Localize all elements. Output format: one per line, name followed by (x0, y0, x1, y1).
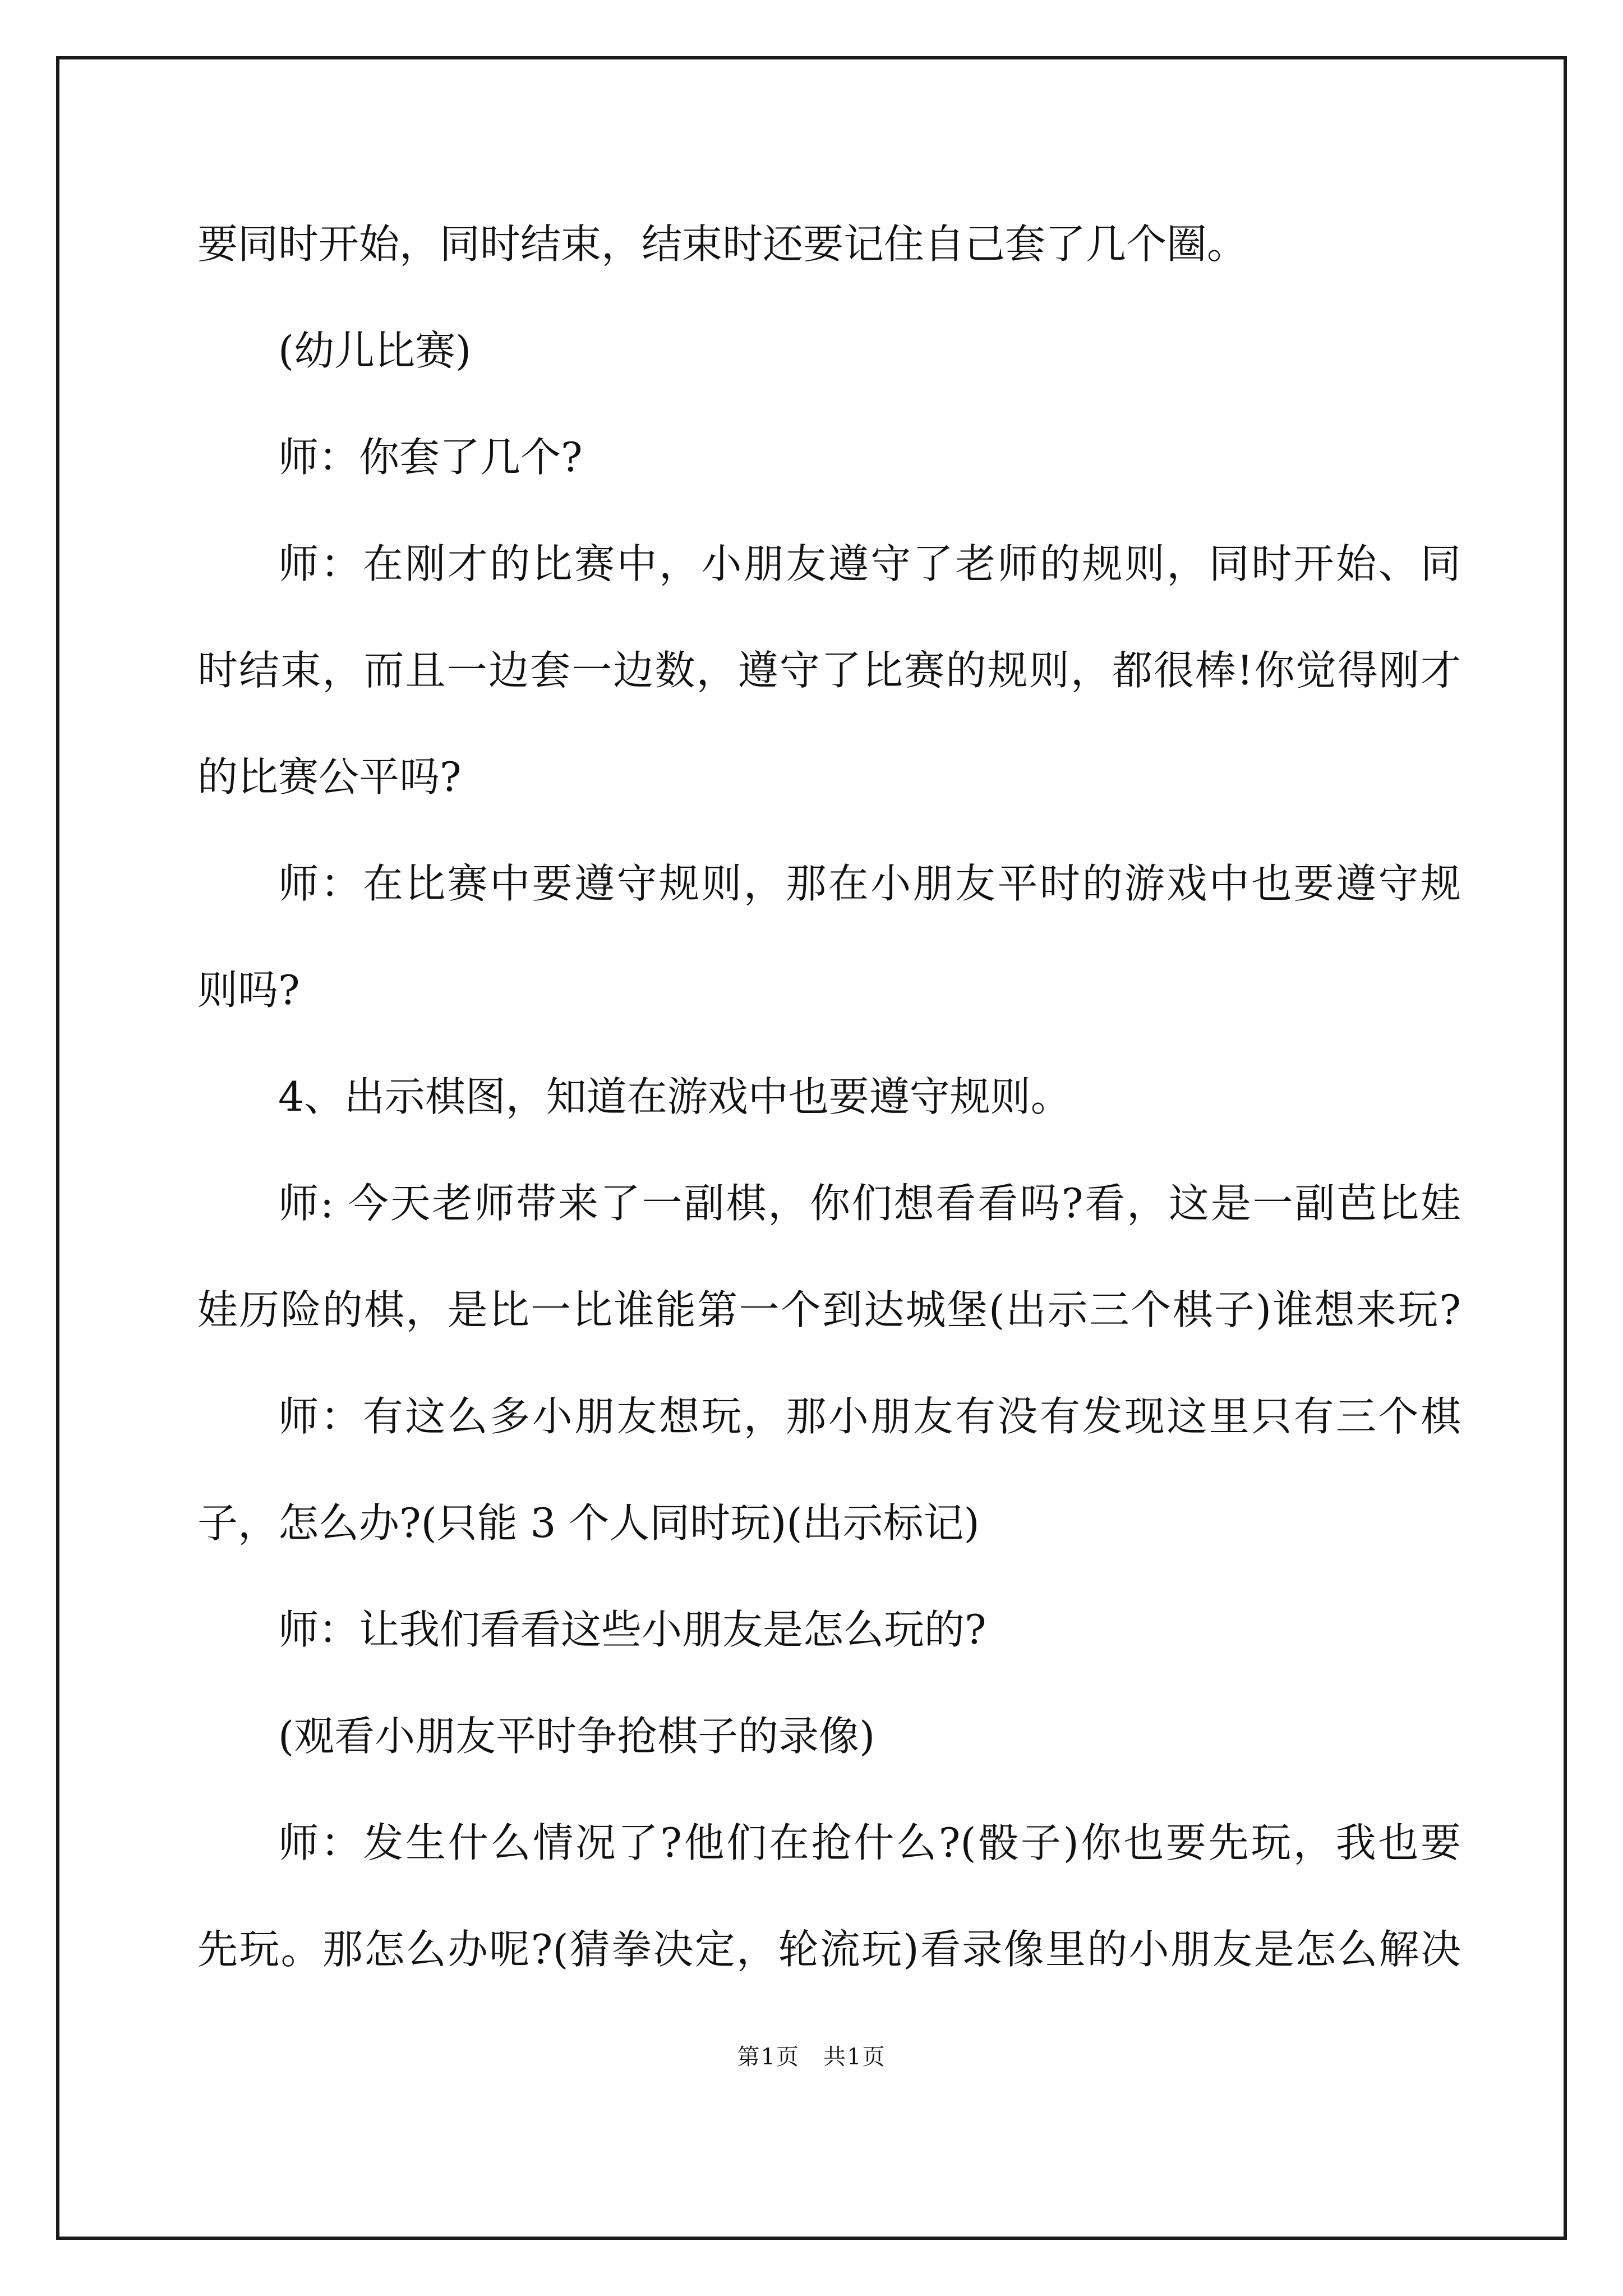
page-footer: 第1页 共1页 (737, 2044, 886, 2070)
text-line: (观看小朋友平时争抢棋子的录像) (278, 1713, 875, 1760)
text-line: 的比赛公平吗? (197, 753, 462, 800)
text-line: 娃历险的棋，是比一比谁能第一个到达城堡(出示三个棋子)谁想来玩? (197, 1286, 1461, 1333)
text-line: 师：有这么多小朋友想玩，那小朋友有没有发现这里只有三个棋 (278, 1393, 1461, 1440)
text-line: (幼儿比赛) (278, 327, 472, 374)
text-line: 师：让我们看看这些小朋友是怎么玩的? (278, 1606, 986, 1653)
text-line: 师：在刚才的比赛中，小朋友遵守了老师的规则，同时开始、同 (278, 540, 1461, 587)
text-line: 则吗? (197, 967, 300, 1014)
text-line: 4、出示棋图，知道在游戏中也要遵守规则。 (278, 1073, 1071, 1120)
text-line: 时结束，而且一边套一边数，遵守了比赛的规则，都很棒!你觉得刚才 (197, 647, 1461, 694)
document-body (197, 191, 1461, 2003)
text-line: 先玩。那怎么办呢?(猜拳决定，轮流玩)看录像里的小朋友是怎么解决 (197, 1926, 1461, 1973)
text-line: 要同时开始，同时结束，结束时还要记住自己套了几个圈。 (197, 220, 1248, 268)
text-line: 子，怎么办?(只能 3 个人同时玩)(出示标记) (197, 1499, 980, 1547)
text-line: 师: 今天老师带来了一副棋，你们想看看吗?看，这是一副芭比娃 (278, 1180, 1461, 1227)
text-line: 师：你套了几个? (278, 434, 583, 481)
text-line: 师：发生什么情况了?他们在抢什么?(骰子)你也要先玩，我也要 (278, 1819, 1461, 1866)
text-line: 师：在比赛中要遵守规则，那在小朋友平时的游戏中也要遵守规 (278, 860, 1461, 907)
